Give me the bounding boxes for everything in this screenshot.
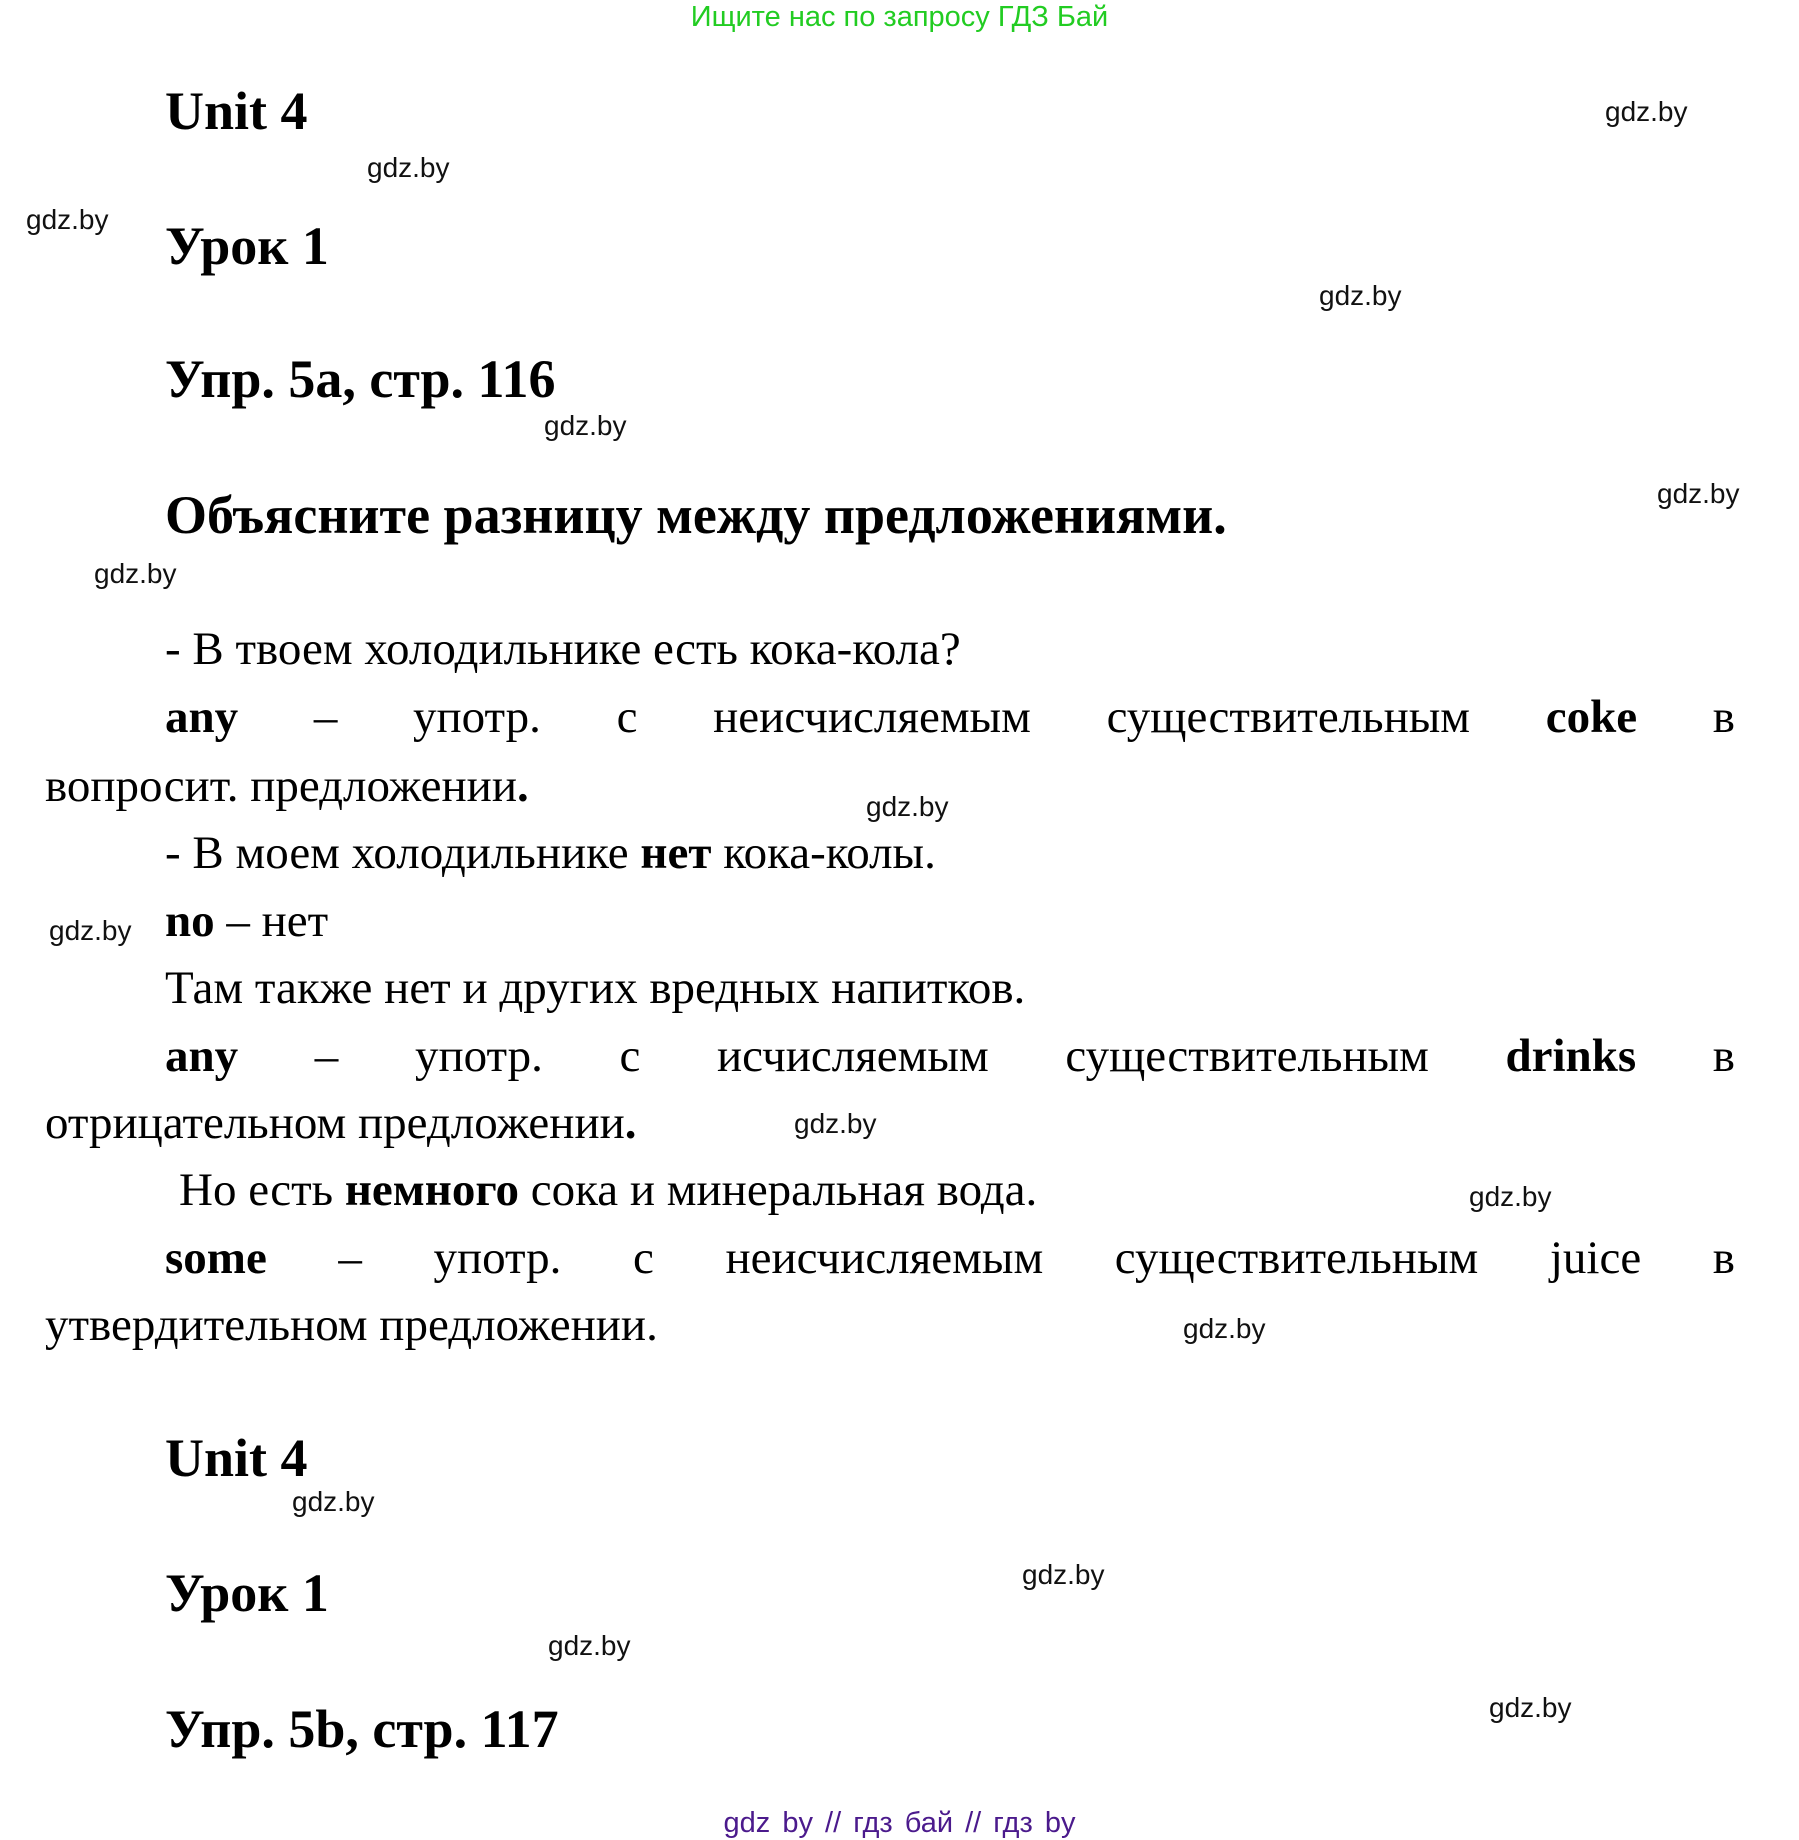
watermark: gdz.by [1022, 1559, 1105, 1590]
keyword: some [165, 1232, 267, 1284]
text: вопросит. предложении [45, 760, 517, 812]
text-line [45, 756, 529, 816]
keyword: drinks [1505, 1030, 1637, 1082]
text: Но есть [179, 1164, 345, 1216]
text: – употр. с неисчисляемым существительным [238, 691, 1546, 743]
text: отрицательном предложении [45, 1097, 625, 1149]
unit-heading: Unit 4 [165, 1428, 308, 1488]
watermark: gdz.by [794, 1108, 877, 1139]
watermark: gdz.by [1489, 1692, 1572, 1723]
exercise-heading: Упр. 5b, стр. 117 [165, 1699, 559, 1759]
text-line [165, 1026, 1735, 1086]
period: . [624, 1097, 637, 1149]
keyword: немного [344, 1164, 520, 1216]
search-banner[interactable]: Ищите нас по запросу ГДЗ Бай [690, 1, 1109, 33]
keyword: any [165, 1030, 239, 1082]
keyword: no [165, 895, 215, 947]
text: – употр. с исчисляемым существительным [238, 1030, 1506, 1082]
keyword: any [165, 691, 239, 743]
lesson-heading: Урок 1 [165, 1563, 329, 1623]
text-line [165, 687, 1735, 747]
text: кока-колы. [711, 827, 936, 879]
watermark: gdz.by [1605, 96, 1688, 127]
text: – нет [214, 895, 329, 947]
watermark: gdz.by [1469, 1181, 1552, 1212]
watermark: gdz.by [1183, 1313, 1266, 1344]
footer-links[interactable]: gdz by // гдз бай // гдз by [723, 1807, 1076, 1839]
text: – употр. с неисчисляемым существительным juice в [266, 1232, 1735, 1284]
text-line [45, 1093, 637, 1153]
text-line [165, 1228, 1735, 1288]
watermark: gdz.by [548, 1630, 631, 1661]
text-line: утвердительном предложении. [45, 1299, 658, 1351]
exercise-heading: Упр. 5a, стр. 116 [165, 349, 556, 409]
text: в [1636, 1030, 1735, 1082]
watermark: gdz.by [367, 152, 450, 183]
task-heading: Объясните разницу между предложениями. [165, 485, 1227, 545]
text-line: - В твоем холодильнике есть кока-кола? [165, 623, 961, 675]
watermark: gdz.by [544, 410, 627, 441]
watermark: gdz.by [292, 1486, 375, 1517]
keyword: coke [1545, 691, 1638, 743]
text: - В моем холодильнике [165, 827, 641, 879]
lesson-heading: Урок 1 [165, 216, 329, 276]
watermark: gdz.by [26, 204, 109, 235]
text: в [1637, 691, 1735, 743]
text-line [165, 823, 936, 883]
watermark: gdz.by [1657, 478, 1740, 509]
text-line: Там также нет и других вредных напитков. [165, 962, 1026, 1014]
watermark: gdz.by [866, 791, 949, 822]
keyword: нет [640, 827, 712, 879]
text-line [165, 891, 328, 951]
period: . [516, 760, 529, 812]
watermark: gdz.by [94, 558, 177, 589]
watermark: gdz.by [49, 915, 132, 946]
text-line [179, 1160, 1037, 1220]
watermark: gdz.by [1319, 280, 1402, 311]
unit-heading: Unit 4 [165, 81, 308, 141]
text: сока и минеральная вода. [519, 1164, 1038, 1216]
